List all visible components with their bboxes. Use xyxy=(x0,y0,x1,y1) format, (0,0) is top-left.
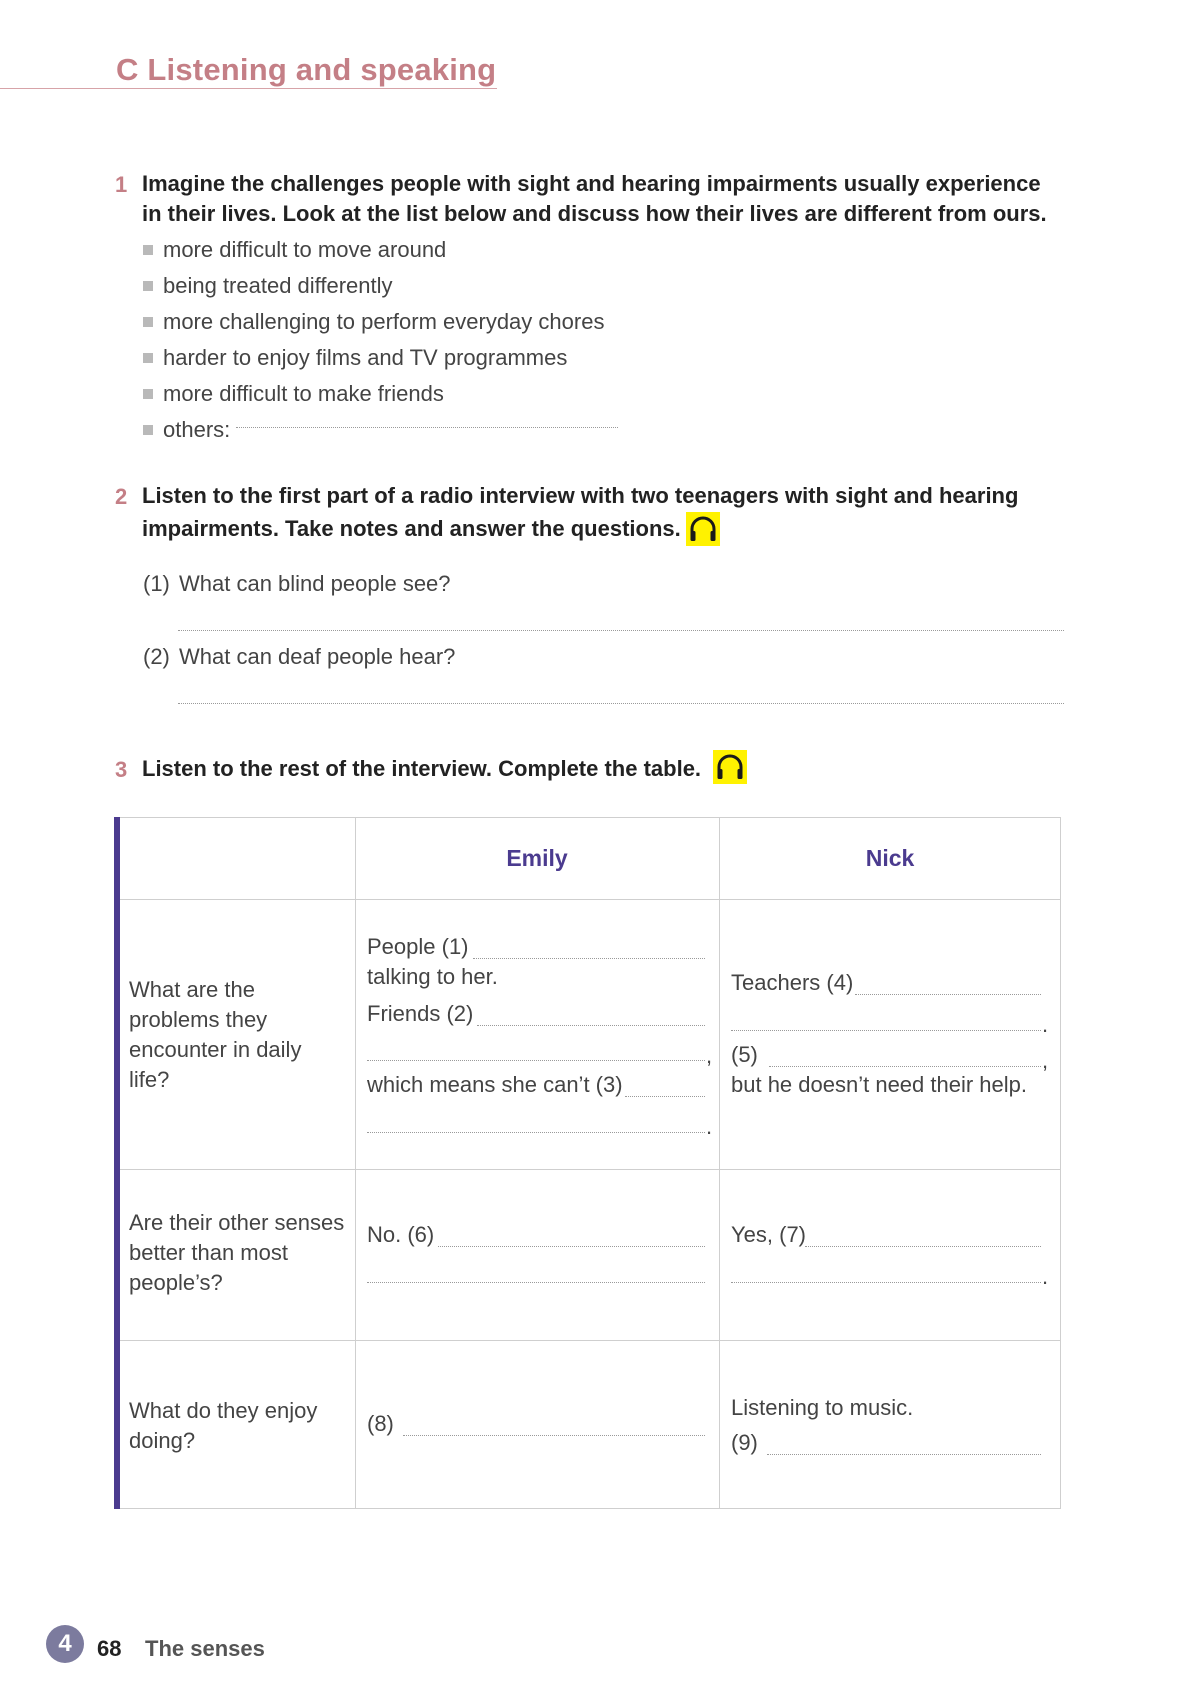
answer-line-2[interactable] xyxy=(477,1025,705,1026)
answer-line-6[interactable] xyxy=(438,1246,705,1247)
question-2-2-answer-line[interactable] xyxy=(178,703,1064,704)
question-3-text: Listen to the rest of the interview. Complete the table. xyxy=(142,756,702,781)
question-1-text-line2: in their lives. Look at the list below and discuss how their lives are different from ours. xyxy=(142,201,1047,226)
nick-9-intro: Listening to music. xyxy=(731,1395,914,1420)
question-2-1-answer-line[interactable] xyxy=(178,630,1064,631)
column-header-nick: Nick xyxy=(865,845,915,871)
emily-8-label: (8) xyxy=(367,1411,394,1436)
nick-5-comma: , xyxy=(1042,1048,1049,1073)
bullet-square-icon xyxy=(143,425,153,435)
emily-3-label: which means she can’t (3) xyxy=(367,1072,623,1097)
emily-6-label: No. (6) xyxy=(367,1222,435,1247)
nick-7-label: Yes, (7) xyxy=(731,1222,807,1247)
interview-table xyxy=(114,817,1061,1509)
table-accent-bar xyxy=(114,817,120,1509)
answer-line-3[interactable] xyxy=(625,1096,705,1097)
row-2-question: Are their other senses better than most people’s? xyxy=(129,1210,345,1295)
list-item: more difficult to make friends xyxy=(143,376,618,412)
question-1-number: 1 xyxy=(115,172,128,197)
table-divider xyxy=(115,899,1060,900)
emily-2-label: Friends (2) xyxy=(367,1001,474,1026)
row-1-question: What are the problems they encounter in daily life? xyxy=(129,977,302,1092)
question-2-2-text: What can deaf people hear? xyxy=(179,644,456,669)
nick-5-continuation: but he doesn’t need their help. xyxy=(731,1072,1028,1097)
unit-title: The senses xyxy=(145,1636,265,1661)
answer-line-6-continued[interactable] xyxy=(367,1282,705,1283)
bullet-square-icon xyxy=(143,389,153,399)
nick-9-label: (9) xyxy=(731,1430,758,1455)
nick-4-label: Teachers (4) xyxy=(731,970,854,995)
answer-line-1[interactable] xyxy=(473,958,705,959)
answer-line-7[interactable] xyxy=(805,1246,1041,1247)
question-1-text-line1: Imagine the challenges people with sight and hearing impairments usually experience xyxy=(142,171,1041,196)
question-2-text-line2: impairments. Take notes and answer the questions. xyxy=(142,516,681,541)
list-item: others: xyxy=(143,412,618,448)
question-2-number: 2 xyxy=(115,484,128,509)
question-2-text-line1: Listen to the first part of a radio interview with two teenagers with sight and hearing xyxy=(142,483,1019,508)
nick-5-label: (5) xyxy=(731,1042,758,1067)
answer-line-8[interactable] xyxy=(403,1435,705,1436)
nick-4-period: . xyxy=(1042,1012,1049,1037)
column-header-emily: Emily xyxy=(506,845,568,871)
headphones-icon[interactable] xyxy=(713,750,747,784)
answer-line-7-continued[interactable] xyxy=(731,1282,1041,1283)
question-3-number: 3 xyxy=(115,757,128,782)
question-2-1-text: What can blind people see? xyxy=(179,571,451,596)
list-item: more difficult to move around xyxy=(143,232,618,268)
table-divider xyxy=(719,818,720,1508)
answer-line-2-continued[interactable] xyxy=(367,1060,705,1061)
section-title: C Listening and speaking xyxy=(116,52,497,87)
question-2-2-number: (2) xyxy=(143,644,170,669)
question-2-1-number: (1) xyxy=(143,571,170,596)
list-item: harder to enjoy films and TV programmes xyxy=(143,340,618,376)
emily-1-label: People (1) xyxy=(367,934,469,959)
row-3-question: What do they enjoy doing? xyxy=(129,1398,318,1453)
emily-3-period: . xyxy=(706,1114,713,1139)
nick-7-period: . xyxy=(1042,1264,1049,1289)
table-divider xyxy=(115,1169,1060,1170)
bullet-square-icon xyxy=(143,317,153,327)
emily-2-comma: , xyxy=(706,1043,713,1068)
answer-line-5[interactable] xyxy=(769,1066,1041,1067)
answer-line-3-continued[interactable] xyxy=(367,1132,705,1133)
unit-badge: 4 xyxy=(46,1625,84,1663)
bullet-square-icon xyxy=(143,353,153,363)
others-answer-line[interactable] xyxy=(236,427,618,428)
emily-1-continuation: talking to her. xyxy=(367,964,498,989)
answer-line-9[interactable] xyxy=(767,1454,1041,1455)
table-divider xyxy=(115,1340,1060,1341)
list-item: being treated differently xyxy=(143,268,618,304)
challenges-list xyxy=(143,232,618,448)
headphones-icon[interactable] xyxy=(686,512,720,546)
answer-line-4[interactable] xyxy=(855,994,1041,995)
page-number: 68 xyxy=(97,1636,122,1661)
answer-line-4-continued[interactable] xyxy=(731,1030,1041,1031)
list-item: more challenging to perform everyday chores xyxy=(143,304,618,340)
section-divider xyxy=(0,88,497,89)
bullet-square-icon xyxy=(143,281,153,291)
bullet-square-icon xyxy=(143,245,153,255)
table-divider xyxy=(355,818,356,1508)
